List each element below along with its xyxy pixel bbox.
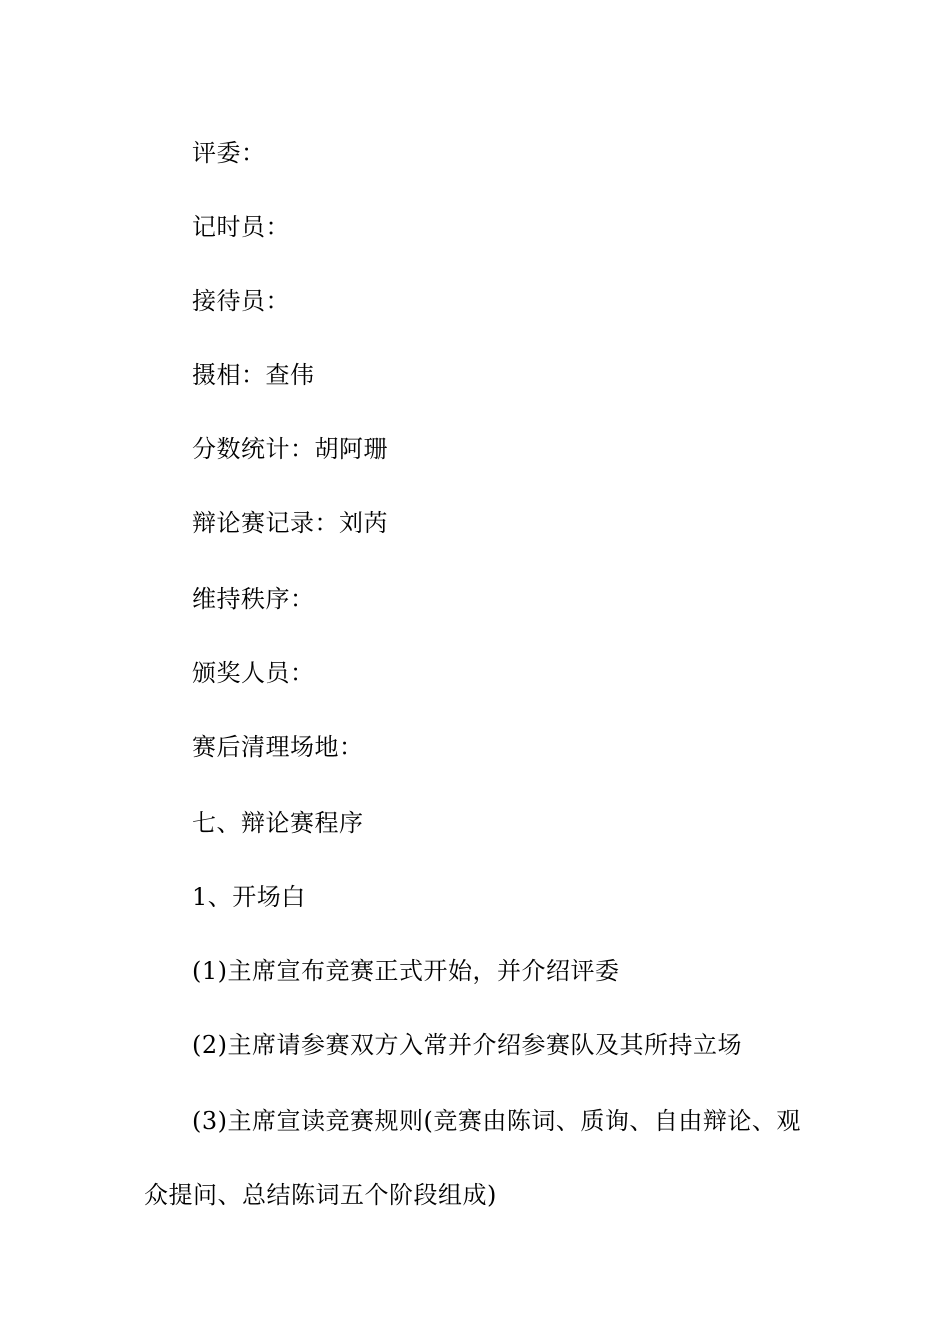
text-line: 分数统计：胡阿珊 xyxy=(192,435,388,463)
text-line: 维持秩序： xyxy=(192,585,315,613)
list-item: (2)主席请参赛双方入常并介绍参赛队及其所持立场 xyxy=(192,1031,742,1059)
text-line: 评委： xyxy=(192,139,266,167)
text-line: 辩论赛记录：刘芮 xyxy=(192,509,388,537)
list-item: (1)主席宣布竞赛正式开始，并介绍评委 xyxy=(192,957,620,985)
text-line: 记时员： xyxy=(192,213,290,241)
text-line: 接待员： xyxy=(192,287,290,315)
section-heading: 七、辩论赛程序 xyxy=(192,809,364,837)
list-item: (3)主席宣读竞赛规则(竞赛由陈词、质询、自由辩论、观 xyxy=(192,1107,801,1135)
text-line: 摄相：查伟 xyxy=(192,361,315,389)
text-line: 赛后清理场地： xyxy=(192,733,364,761)
list-item-continuation: 众提问、总结陈词五个阶段组成) xyxy=(144,1181,497,1209)
subsection-heading: 1、开场白 xyxy=(192,883,306,911)
text-line: 颁奖人员： xyxy=(192,659,315,687)
